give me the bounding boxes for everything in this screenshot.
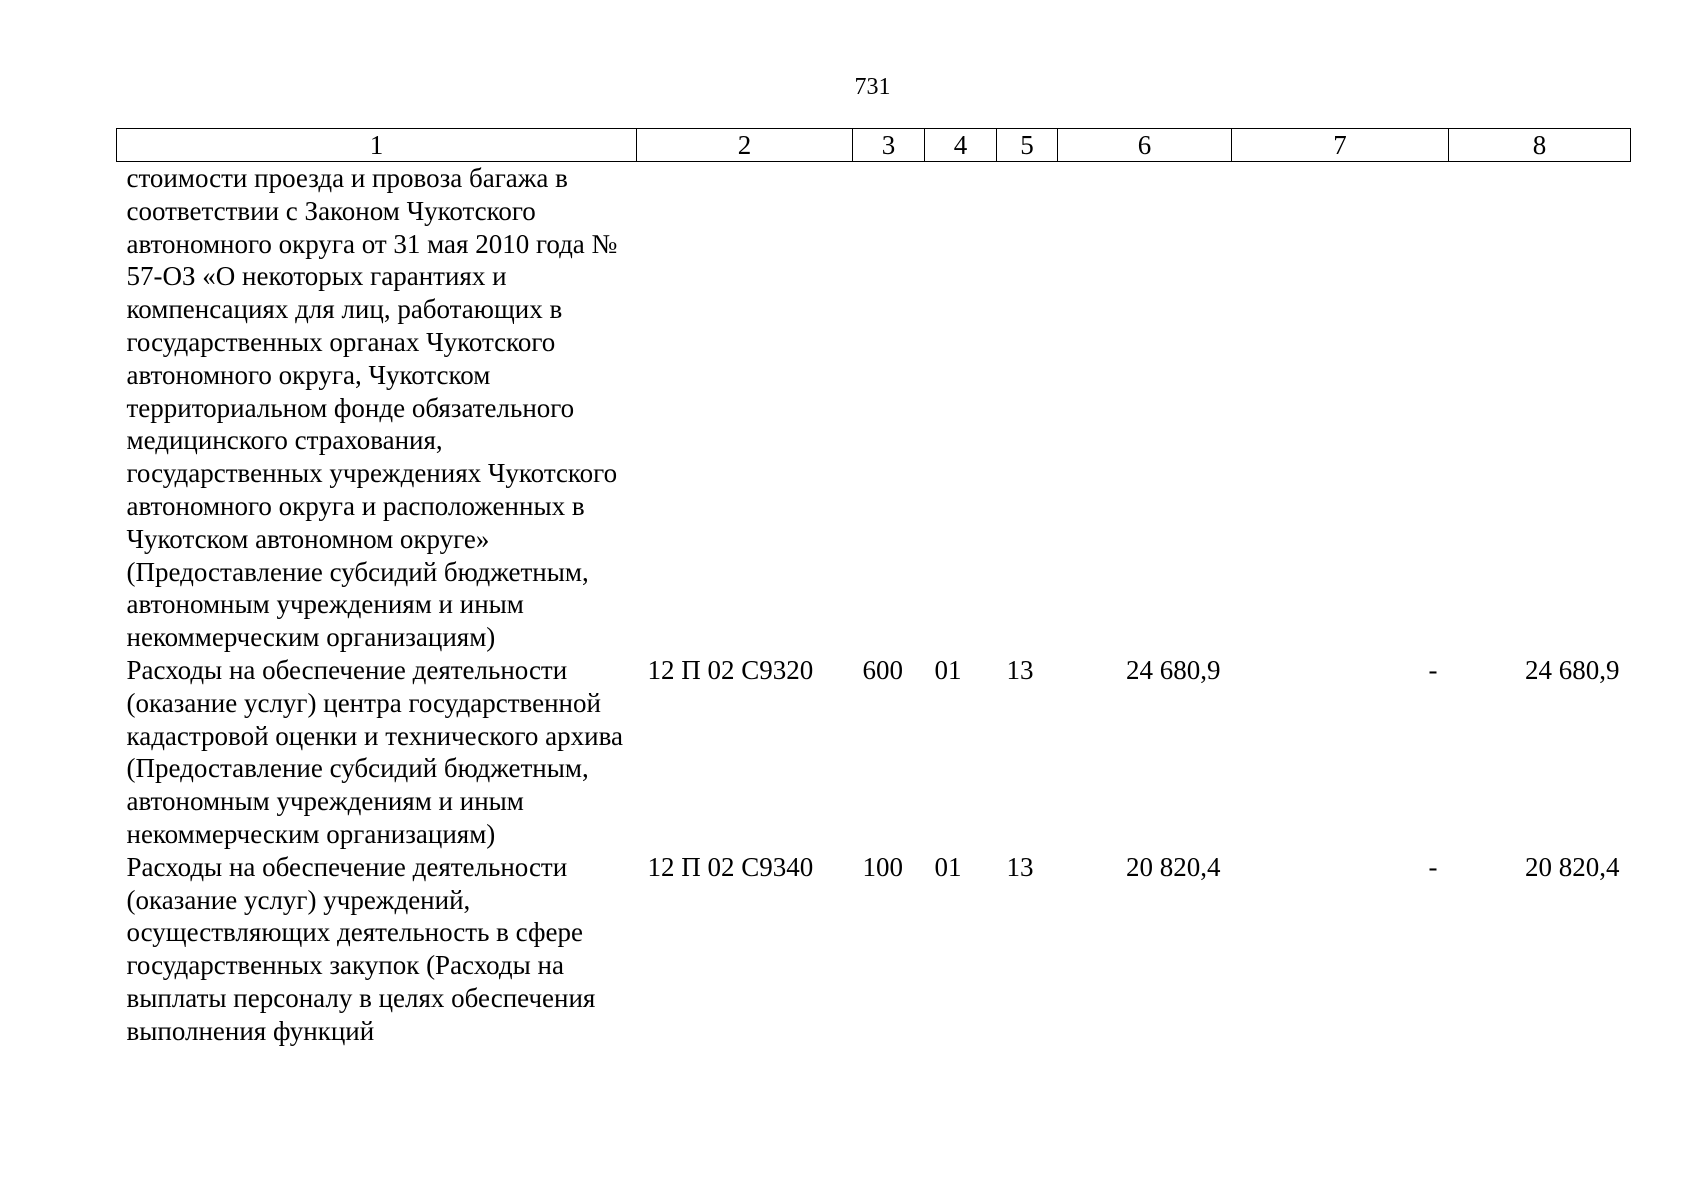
target-code-cell: 12 П 02 С9340 bbox=[647, 851, 814, 882]
total-cell bbox=[1449, 162, 1631, 654]
column-header-2: 2 bbox=[637, 129, 853, 162]
expense-type-cell bbox=[853, 162, 925, 654]
table-row bbox=[117, 851, 1631, 1048]
expense-name-cell: Расходы на обеспечение деятельности (оказание услуг) учреждений, осуществляющих деятельность в сфере государственных закупок (Расходы на выплаты персоналу в целях обеспечения выполнения функций bbox=[126, 851, 596, 1046]
amount-cell: 20 820,4 bbox=[1126, 851, 1221, 882]
change-cell: - bbox=[1428, 851, 1438, 882]
page-number: 731 bbox=[854, 74, 891, 100]
change-cell: - bbox=[1428, 654, 1438, 685]
subsection-cell: 13 bbox=[1006, 654, 1034, 685]
column-header-1: 1 bbox=[117, 129, 637, 162]
column-header-7: 7 bbox=[1232, 129, 1449, 162]
section-cell: 01 bbox=[934, 654, 962, 685]
table-row bbox=[117, 162, 1631, 654]
target-code-cell bbox=[637, 162, 853, 654]
column-header-3: 3 bbox=[853, 129, 925, 162]
table-header-row bbox=[117, 129, 1631, 162]
expense-type-cell: 600 bbox=[862, 654, 903, 685]
budget-table bbox=[116, 128, 1631, 1048]
subsection-cell bbox=[997, 162, 1058, 654]
subsection-cell: 13 bbox=[1006, 851, 1034, 882]
total-cell: 24 680,9 bbox=[1525, 654, 1620, 685]
total-cell: 20 820,4 bbox=[1525, 851, 1620, 882]
change-cell bbox=[1232, 162, 1449, 654]
expense-name-cell: Расходы на обеспечение деятельности (оказание услуг) центра государственной кадастровой оценки и технического архива (Предоставление субсидий бюджетным, автономным учреждениям и иным некоммерческим организациям) bbox=[126, 654, 623, 849]
column-header-6: 6 bbox=[1058, 129, 1232, 162]
section-cell bbox=[925, 162, 997, 654]
amount-cell: 24 680,9 bbox=[1126, 654, 1221, 685]
amount-cell bbox=[1058, 162, 1232, 654]
column-header-4: 4 bbox=[925, 129, 997, 162]
section-cell: 01 bbox=[934, 851, 962, 882]
column-header-5: 5 bbox=[997, 129, 1058, 162]
expense-name-cell: стоимости проезда и провоза багажа в соответствии с Законом Чукотского автономного округа от 31 мая 2010 года № 57-ОЗ «О некоторых гарантиях и компенсациях для лиц, работающих в государственных органах Чукотского автономного округа, Чукотском территориальном фонде обязательного медицинского страхования, государственных учреждениях Чукотского автономного округа и расположенных в Чукотском автономном округе» (Предоставление субсидий бюджетным, автономным учреждениям и иным некоммерческим организациям) bbox=[126, 163, 618, 653]
expense-type-cell: 100 bbox=[862, 851, 903, 882]
column-header-8: 8 bbox=[1449, 129, 1631, 162]
target-code-cell: 12 П 02 С9320 bbox=[647, 654, 814, 685]
table-row bbox=[117, 654, 1631, 851]
